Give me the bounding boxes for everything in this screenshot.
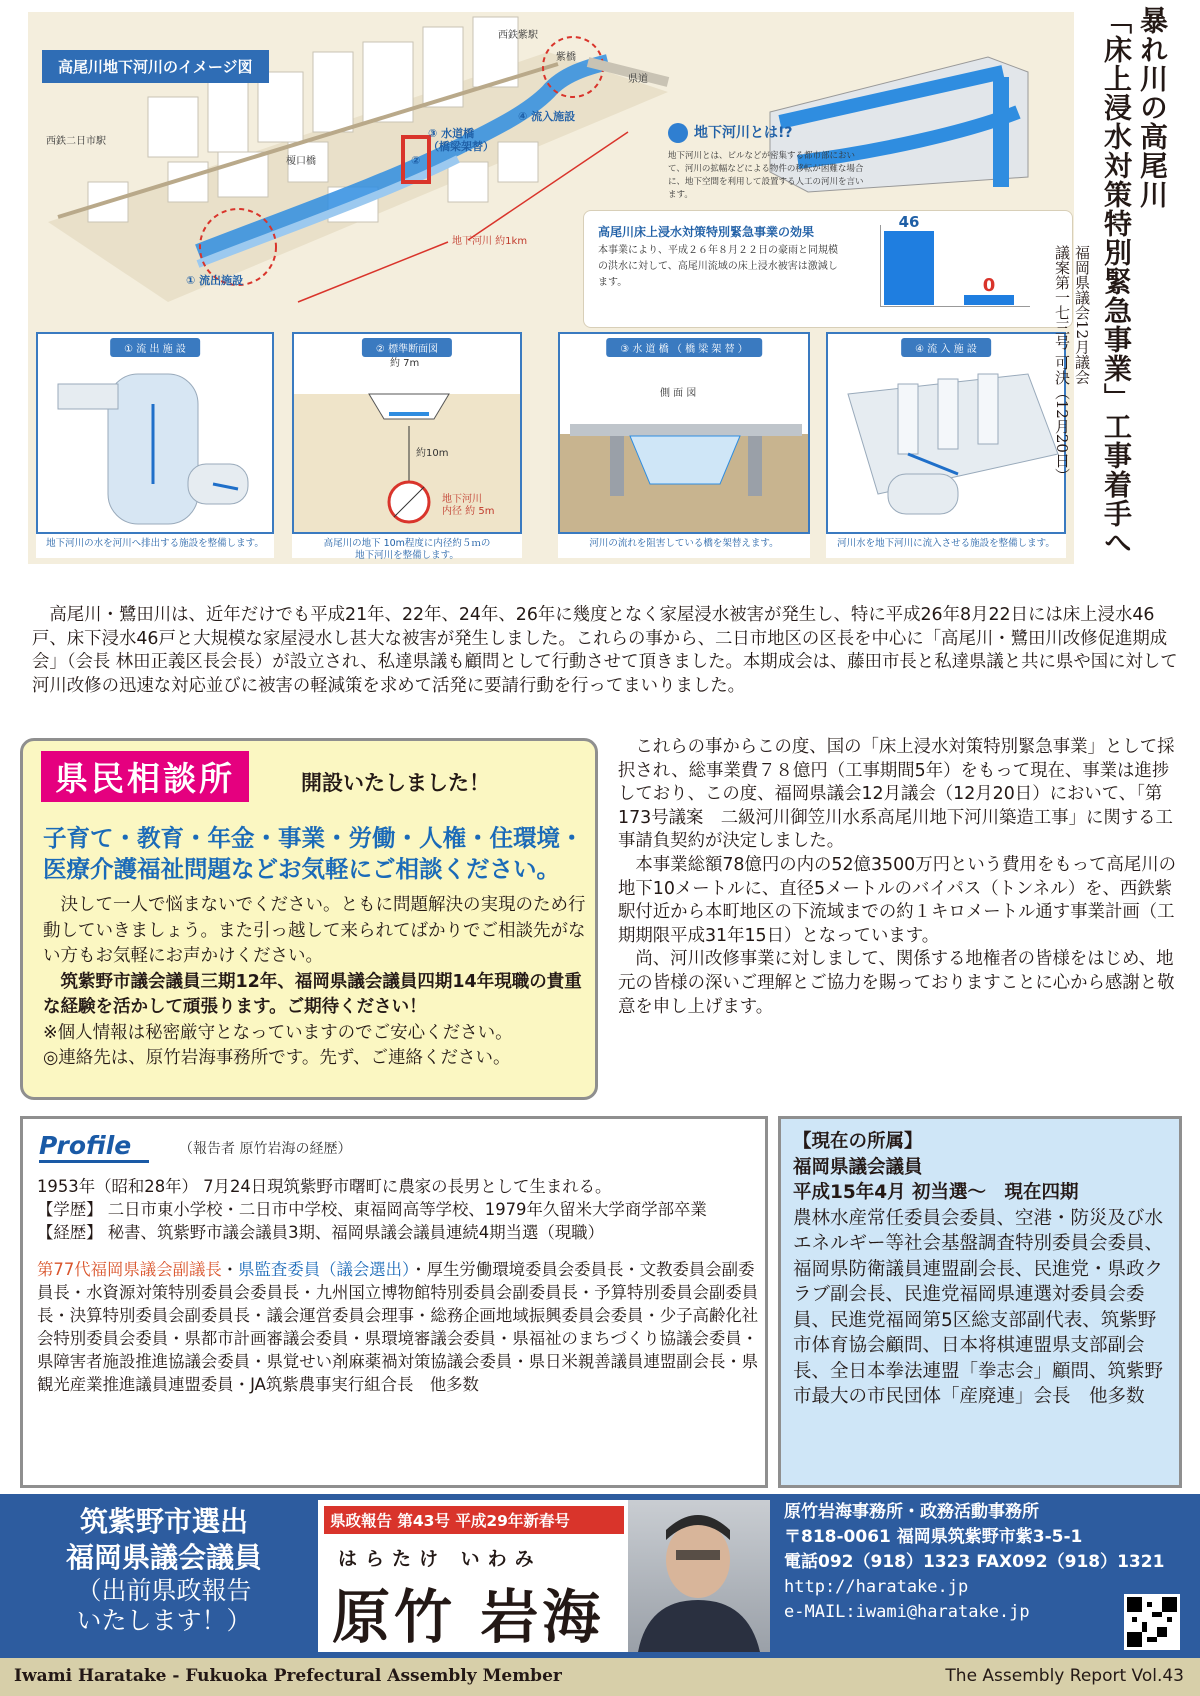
consultation-note-1: ※個人情報は秘密厳守となっていますのでご安心ください。 <box>43 1022 513 1043</box>
profile-education <box>37 1198 767 1221</box>
current-term: 平成15年4月 初当選～ 現在四期 <box>793 1182 1079 1203</box>
footer-left <box>14 1504 314 1636</box>
panel-tag-2: ② 標準断面図 <box>362 338 452 357</box>
panel-caption-2: 高尾川の地下 10m程度に内径約５ｍの 地下河川を整備します。 <box>323 538 491 561</box>
website-link[interactable]: http://haratake.jp <box>784 1577 969 1597</box>
sub-heading <box>1052 245 1092 483</box>
role-auditor: 県監査委員（議会選出） <box>238 1260 411 1279</box>
outflow-facility-drawing <box>38 334 274 534</box>
portrait-icon <box>628 1500 770 1652</box>
profile-roles: 第77代福岡県議会副議長・県監査委員（議会選出）・厚生労働環境委員会委員長・文教委員会副委員長・水資源対策特別委員会委員長・九州国立博物館特別委員会副委員長・予算特別委員会副委員長・決算特別委員会副委員長・議会運営委員会理事・総務企画地域振興委員会委員・少子高齢化社会特別委員会委員・県都市計画審議会委員・県環境審議会委員・県福祉のまちづくり協議会委員・県障害者施設推進協議会委員・県覚せい剤麻薬禍対策協議会委員・県日米親善議員連盟副会長・県観光産業推進議員連盟委員・JA筑紫農事実行組合長 他多数 <box>37 1260 759 1394</box>
label-nishitetsu-futsukaichi: 西鉄二日市駅 <box>46 136 106 147</box>
panel-inflow-facility <box>826 332 1066 558</box>
name-kana: はらたけ いわみ <box>338 1548 542 1570</box>
underground-river-illustration <box>28 12 1074 332</box>
dim-depth: 約10m <box>416 448 449 459</box>
footer <box>0 1494 1200 1658</box>
panel-tag-4: ④ 流 入 施 設 <box>901 338 991 357</box>
aqueduct-drawing <box>560 334 810 534</box>
profile-career <box>37 1221 767 1244</box>
heading-line-1: 暴れ川の高尾川 <box>1136 6 1169 209</box>
panel-aqueduct-bridge <box>558 332 810 558</box>
project-paragraph-2: 本事業総額78億円の内の52億3500万円という費用をもって高尾川の地下10メートルに、直径5メートルのバイパス（トンネル）を、西鉄紫駅付近から本町地区の下流域までの約１キロメートル通す事業計画（工期期限平成31年15日）となっています。 <box>618 854 1177 946</box>
label-enoki-bridge: 榎口橋 <box>286 156 316 167</box>
name-card <box>318 1500 770 1652</box>
panel-caption-3: 河川の流れを阻害している橋を架替えます。 <box>589 538 779 549</box>
consultation-opened: 開設いたしました！ <box>301 771 490 795</box>
profile-subtitle: （報告者 原竹岩海の経歴） <box>179 1141 352 1157</box>
label-murasaki-bridge: 紫橋 <box>556 52 576 63</box>
effect-bar-after <box>964 275 1014 305</box>
effect-body: 本事業により、平成２６年８月２２日の豪雨と同規模の洪水に対して、高尾川流域の床上浸水被害は激減します。 <box>598 245 838 288</box>
effect-title: 高尾川床上浸水対策特別緊急事業の効果 <box>598 225 815 239</box>
label-nishitetsu-murasaki: 西鉄紫駅 <box>498 30 538 41</box>
issue-label: 県政報告 第43号 平成29年新春号 <box>324 1506 624 1534</box>
consultation-body-1: 決して一人で悩まないでください。ともに問題解決の実現のため行動していきましょう。また引っ越して来られてばかりでご相談先がない方もお気軽にお声かけください。 <box>43 895 586 966</box>
inflow-facility-drawing <box>828 334 1066 534</box>
what-body: 地下河川とは、ビルなどが密集する都市部において、河川の拡幅などによる物件の移転が困難な場合に、地下空間を利用して設置する人工の河川を言います。 <box>668 151 864 200</box>
email-link[interactable]: e-MAIL:iwami@haratake.jp <box>784 1602 1030 1622</box>
footer-delivery-b: いたします！） <box>76 1606 252 1635</box>
profile-body <box>37 1175 767 1396</box>
panel-tag-3: ③ 水 道 橋 （ 橋 梁 架 替 ） <box>606 338 762 357</box>
education-text: 二日市東小学校・二日市中学校、東福岡高等学校、1979年久留米大学商学部卒業 <box>107 1200 707 1219</box>
dim-width: 約 7m <box>390 358 420 369</box>
main-heading <box>1098 6 1170 557</box>
effect-after-value: 0 <box>982 275 996 296</box>
bottom-right-text: The Assembly Report Vol.43 <box>945 1666 1184 1686</box>
consultation-body <box>43 893 588 1072</box>
panel-caption-4: 河川水を地下河川に流入させる施設を整備します。 <box>837 538 1055 549</box>
qr-code-icon[interactable] <box>1124 1594 1180 1650</box>
profile-title: Profile <box>39 1131 132 1160</box>
label-outflow: ① 流出施設 <box>186 274 244 287</box>
footer-constituency: 筑紫野市選出 <box>79 1505 248 1538</box>
consultation-note-2: ◎連絡先は、原竹岩海事務所です。先ず、ご連絡ください。 <box>43 1048 511 1068</box>
bottom-bar <box>0 1658 1200 1696</box>
panel-standard-cross-section <box>292 332 522 561</box>
bottom-left-text: Iwami Haratake - Fukuoka Prefectural Assembly Member <box>14 1666 562 1686</box>
portrait-photo <box>628 1500 770 1652</box>
consultation-title: 県民相談所 <box>41 751 249 802</box>
profile-box <box>20 1116 768 1488</box>
career-label: 【経歴】 <box>37 1223 103 1242</box>
education-label: 【学歴】 <box>37 1200 103 1219</box>
label-prefectural-road: 県道 <box>628 74 648 85</box>
sub-heading-line-1: 福岡県議会12月議会 <box>1073 245 1091 385</box>
what-title: 地下河川とは!? <box>668 127 868 140</box>
panel-caption-1: 地下河川の水を河川へ排出する施設を整備します。 <box>46 538 264 549</box>
label-underground-length: 地下河川 約1km <box>452 236 528 247</box>
what-is-underground-river <box>668 127 868 202</box>
project-description <box>618 736 1178 1019</box>
current-assembly: 福岡県議会議員 <box>793 1156 923 1178</box>
role-vice-speaker: 第77代福岡県議会副議長 <box>37 1260 222 1279</box>
consultation-topics: 子育て・教育・年金・事業・労働・人権・住環境・医療介護福祉問題などお気軽にご相談ください。 <box>43 824 584 883</box>
career-text: 秘書、筑紫野市議会議員3期、福岡県議会議員連続4期当選（現職） <box>107 1223 604 1242</box>
side-view-label: 側 面 図 <box>660 388 697 399</box>
panel-tag-1: ① 流 出 施 設 <box>110 338 200 357</box>
consultation-body-2: 筑紫野市議会議員三期12年、福岡県議会議員四期14年現職の貴重な経験を活かして頑張ります。ご期待ください！ <box>43 971 582 1017</box>
current-label: 【現在の所属】 <box>793 1131 923 1152</box>
consultation-office-box <box>20 738 598 1100</box>
effect-box <box>583 210 1073 328</box>
office-address: 〒818-0061 福岡県筑紫野市紫3-5-1 <box>784 1527 1083 1547</box>
effect-bar-before <box>884 213 934 305</box>
name: 原竹 岩海 <box>332 1583 605 1651</box>
current-body: 農林水産常任委員会委員、空港・防災及び水エネルギー等社会基盤調査特別委員会委員、福岡県防衛議員連盟副会長、民進党・県政クラブ副会長、民進党福岡県連選対委員会委員、民進党福岡第5区総支部副代表、筑紫野市体育協会顧問、日本将棋連盟県支部副会長、全日本拳法連盟「拳志会」顧問、筑紫野市最大の市民団体「産廃連」会長 他多数 <box>793 1207 1164 1407</box>
panel-outflow-facility <box>36 332 274 558</box>
project-paragraph-3: 尚、河川改修事業に対しまして、関係する地権者の皆様をはじめ、地元の皆様の深いご理解とご協力を賜っておりますことに心から感謝と敬意を申し上げます。 <box>618 949 1175 1017</box>
profile-birth: 1953年（昭和28年） 7月24日現筑紫野市曙町に農家の長男として生まれる。 <box>37 1177 612 1196</box>
sub-heading-line-2: 議案第一七三号 可決（12月20日） <box>1053 245 1071 483</box>
office-phone: 電話092（918）1323 FAX092（918）1321 <box>784 1552 1165 1572</box>
project-paragraph-1: これらの事からこの度、国の「床上浸水対策特別緊急事業」として採択され、総事業費７８億円（工事期間5年）をもって現在、事業は進捗しており、この度、福岡県議会12月議会（12月20日）において、「第173号議案 二級河川御笠川水系高尾川地下河川築造工事」に関する工事請負契約が決定しました。 <box>618 737 1175 852</box>
current-position-box <box>778 1116 1182 1488</box>
label-aqueduct: ③ 水道橋 （橋梁架替） <box>428 127 494 153</box>
intro-paragraph: 高尾川・鷺田川は、近年だけでも平成21年、22年、24年、26年に幾度となく家屋浸水被害が発生し、特に平成26年8月22日には床上浸水46戸、床下浸水46戸と大規模な家屋浸水し甚大な被害が発生しました。これらの事から、二日市地区の区長を中心に「高尾川・鷺田川改修促進期成会」（会長 林田正義区長会長）が設立され、私達県議も顧問として行動させて頂きました。本期成会は、藤田市長と私達県議と共に県や国に対して河川改修の迅速な対応並びに被害の軽減策を求めて活発に要請行動を行ってまいりました。 <box>32 605 1178 696</box>
footer-position: 福岡県議会議員 <box>65 1541 262 1574</box>
dim-pipe: 地下河川 内径 約 5m <box>442 494 495 517</box>
effect-before-value: 46 <box>898 213 920 231</box>
office-name: 原竹岩海事務所・政務活動事務所 <box>784 1502 1039 1522</box>
roles-rest: ・厚生労働環境委員会委員長・文教委員会副委員長・水資源対策特別委員会委員長・九州国立博物館特別委員会副委員長・予算特別委員会副委員長・決算特別委員会副委員長・議会運営委員会理事・総務企画地域振興委員会委員・少子高齢化社会特別委員会委員・県都市計画審議会委員・県環境審議会委員・県福祉のまちづくり協議会委員・県障害者施設推進協議会委員・県覚せい剤麻薬禍対策協議会委員・県日米親善議員連盟副会長・県観光産業推進議員連盟委員・JA筑紫農事実行組合長 他多数 <box>37 1260 759 1394</box>
heading-line-2: 「床上浸水対策特別緊急事業」工事着手へ <box>1100 6 1133 557</box>
footer-delivery-a: （出前県政報告 <box>76 1576 252 1605</box>
label-inflow: ④ 流入施設 <box>518 110 576 123</box>
label-num2: ② <box>411 154 421 167</box>
illustration-title: 高尾川地下河川のイメージ図 <box>42 50 269 83</box>
